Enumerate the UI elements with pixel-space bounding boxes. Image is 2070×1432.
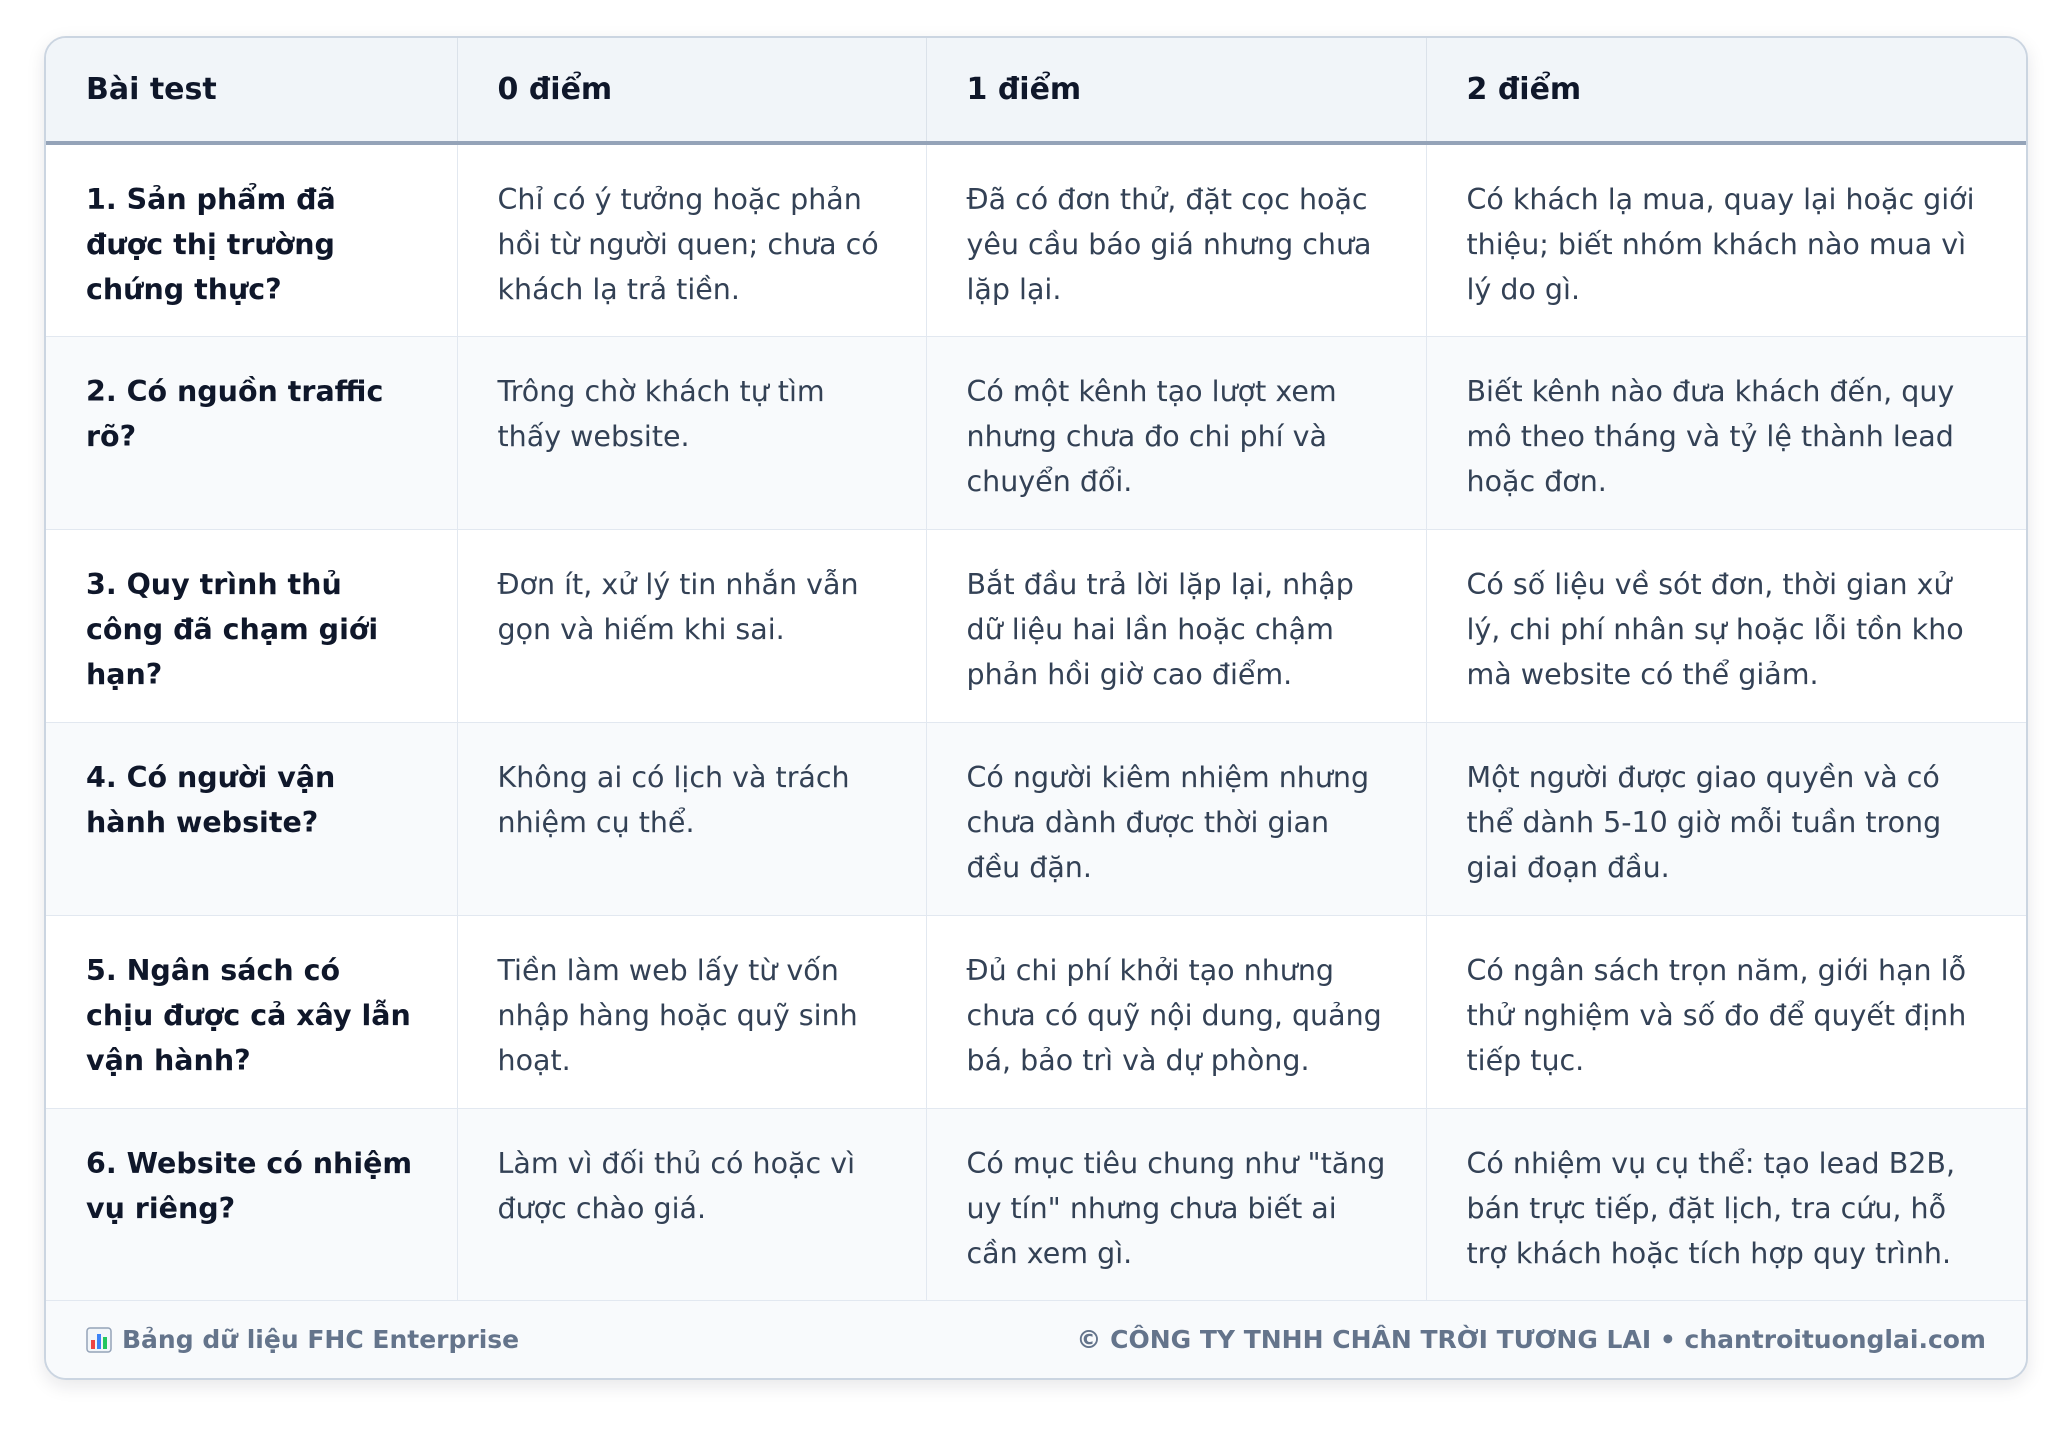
score-1-cell: Có người kiêm nhiệm nhưng chưa dành được thời gian đều đặn. <box>926 722 1426 915</box>
test-name-cell: 1. Sản phẩm đã được thị trường chứng thực? <box>46 143 457 336</box>
test-name-cell: 5. Ngân sách có chịu được cả xây lẫn vận hành? <box>46 915 457 1108</box>
header-1-diem: 1 điểm <box>926 38 1426 143</box>
table-row <box>46 915 2026 1108</box>
score-1-cell: Có mục tiêu chung như "tăng uy tín" nhưng chưa biết ai cần xem gì. <box>926 1108 1426 1301</box>
score-0-cell: Làm vì đối thủ có hoặc vì được chào giá. <box>457 1108 926 1301</box>
score-2-cell: Một người được giao quyền và có thể dành 5-10 giờ mỗi tuần trong giai đoạn đầu. <box>1426 722 2026 915</box>
score-2-cell: Có khách lạ mua, quay lại hoặc giới thiệu; biết nhóm khách nào mua vì lý do gì. <box>1426 143 2026 336</box>
table-row <box>46 1108 2026 1301</box>
score-0-cell: Đơn ít, xử lý tin nhắn vẫn gọn và hiếm khi sai. <box>457 529 926 722</box>
score-1-cell: Đủ chi phí khởi tạo nhưng chưa có quỹ nội dung, quảng bá, bảo trì và dự phòng. <box>926 915 1426 1108</box>
header-bai-test: Bài test <box>46 38 457 143</box>
header-0-diem: 0 điểm <box>457 38 926 143</box>
data-table-card <box>44 36 2028 1380</box>
score-2-cell: Có nhiệm vụ cụ thể: tạo lead B2B, bán trực tiếp, đặt lịch, tra cứu, hỗ trợ khách hoặc tích hợp quy trình. <box>1426 1108 2026 1301</box>
score-2-cell: Có số liệu về sót đơn, thời gian xử lý, chi phí nhân sự hoặc lỗi tồn kho mà website có thể giảm. <box>1426 529 2026 722</box>
footer-copyright: © CÔNG TY TNHH CHÂN TRỜI TƯƠNG LAI • chantroituonglai.com <box>1076 1325 1986 1354</box>
table-row <box>46 722 2026 915</box>
scoring-table <box>46 38 2026 1302</box>
test-name-cell: 3. Quy trình thủ công đã chạm giới hạn? <box>46 529 457 722</box>
score-0-cell: Trông chờ khách tự tìm thấy website. <box>457 336 926 529</box>
footer-source <box>86 1325 519 1354</box>
table-header-row <box>46 38 2026 143</box>
score-2-cell: Có ngân sách trọn năm, giới hạn lỗ thử nghiệm và số đo để quyết định tiếp tục. <box>1426 915 2026 1108</box>
header-2-diem: 2 điểm <box>1426 38 2026 143</box>
footer-source-label: Bảng dữ liệu FHC Enterprise <box>122 1325 520 1354</box>
table-row <box>46 529 2026 722</box>
score-1-cell: Đã có đơn thử, đặt cọc hoặc yêu cầu báo giá nhưng chưa lặp lại. <box>926 143 1426 336</box>
test-name-cell: 4. Có người vận hành website? <box>46 722 457 915</box>
test-name-cell: 6. Website có nhiệm vụ riêng? <box>46 1108 457 1301</box>
table-row <box>46 143 2026 336</box>
table-row <box>46 336 2026 529</box>
bar-chart-icon <box>86 1327 112 1353</box>
score-0-cell: Tiền làm web lấy từ vốn nhập hàng hoặc quỹ sinh hoạt. <box>457 915 926 1108</box>
score-1-cell: Có một kênh tạo lượt xem nhưng chưa đo chi phí và chuyển đổi. <box>926 336 1426 529</box>
score-0-cell: Không ai có lịch và trách nhiệm cụ thể. <box>457 722 926 915</box>
table-footer <box>46 1300 2026 1378</box>
score-1-cell: Bắt đầu trả lời lặp lại, nhập dữ liệu hai lần hoặc chậm phản hồi giờ cao điểm. <box>926 529 1426 722</box>
score-0-cell: Chỉ có ý tưởng hoặc phản hồi từ người quen; chưa có khách lạ trả tiền. <box>457 143 926 336</box>
test-name-cell: 2. Có nguồn traffic rõ? <box>46 336 457 529</box>
score-2-cell: Biết kênh nào đưa khách đến, quy mô theo tháng và tỷ lệ thành lead hoặc đơn. <box>1426 336 2026 529</box>
